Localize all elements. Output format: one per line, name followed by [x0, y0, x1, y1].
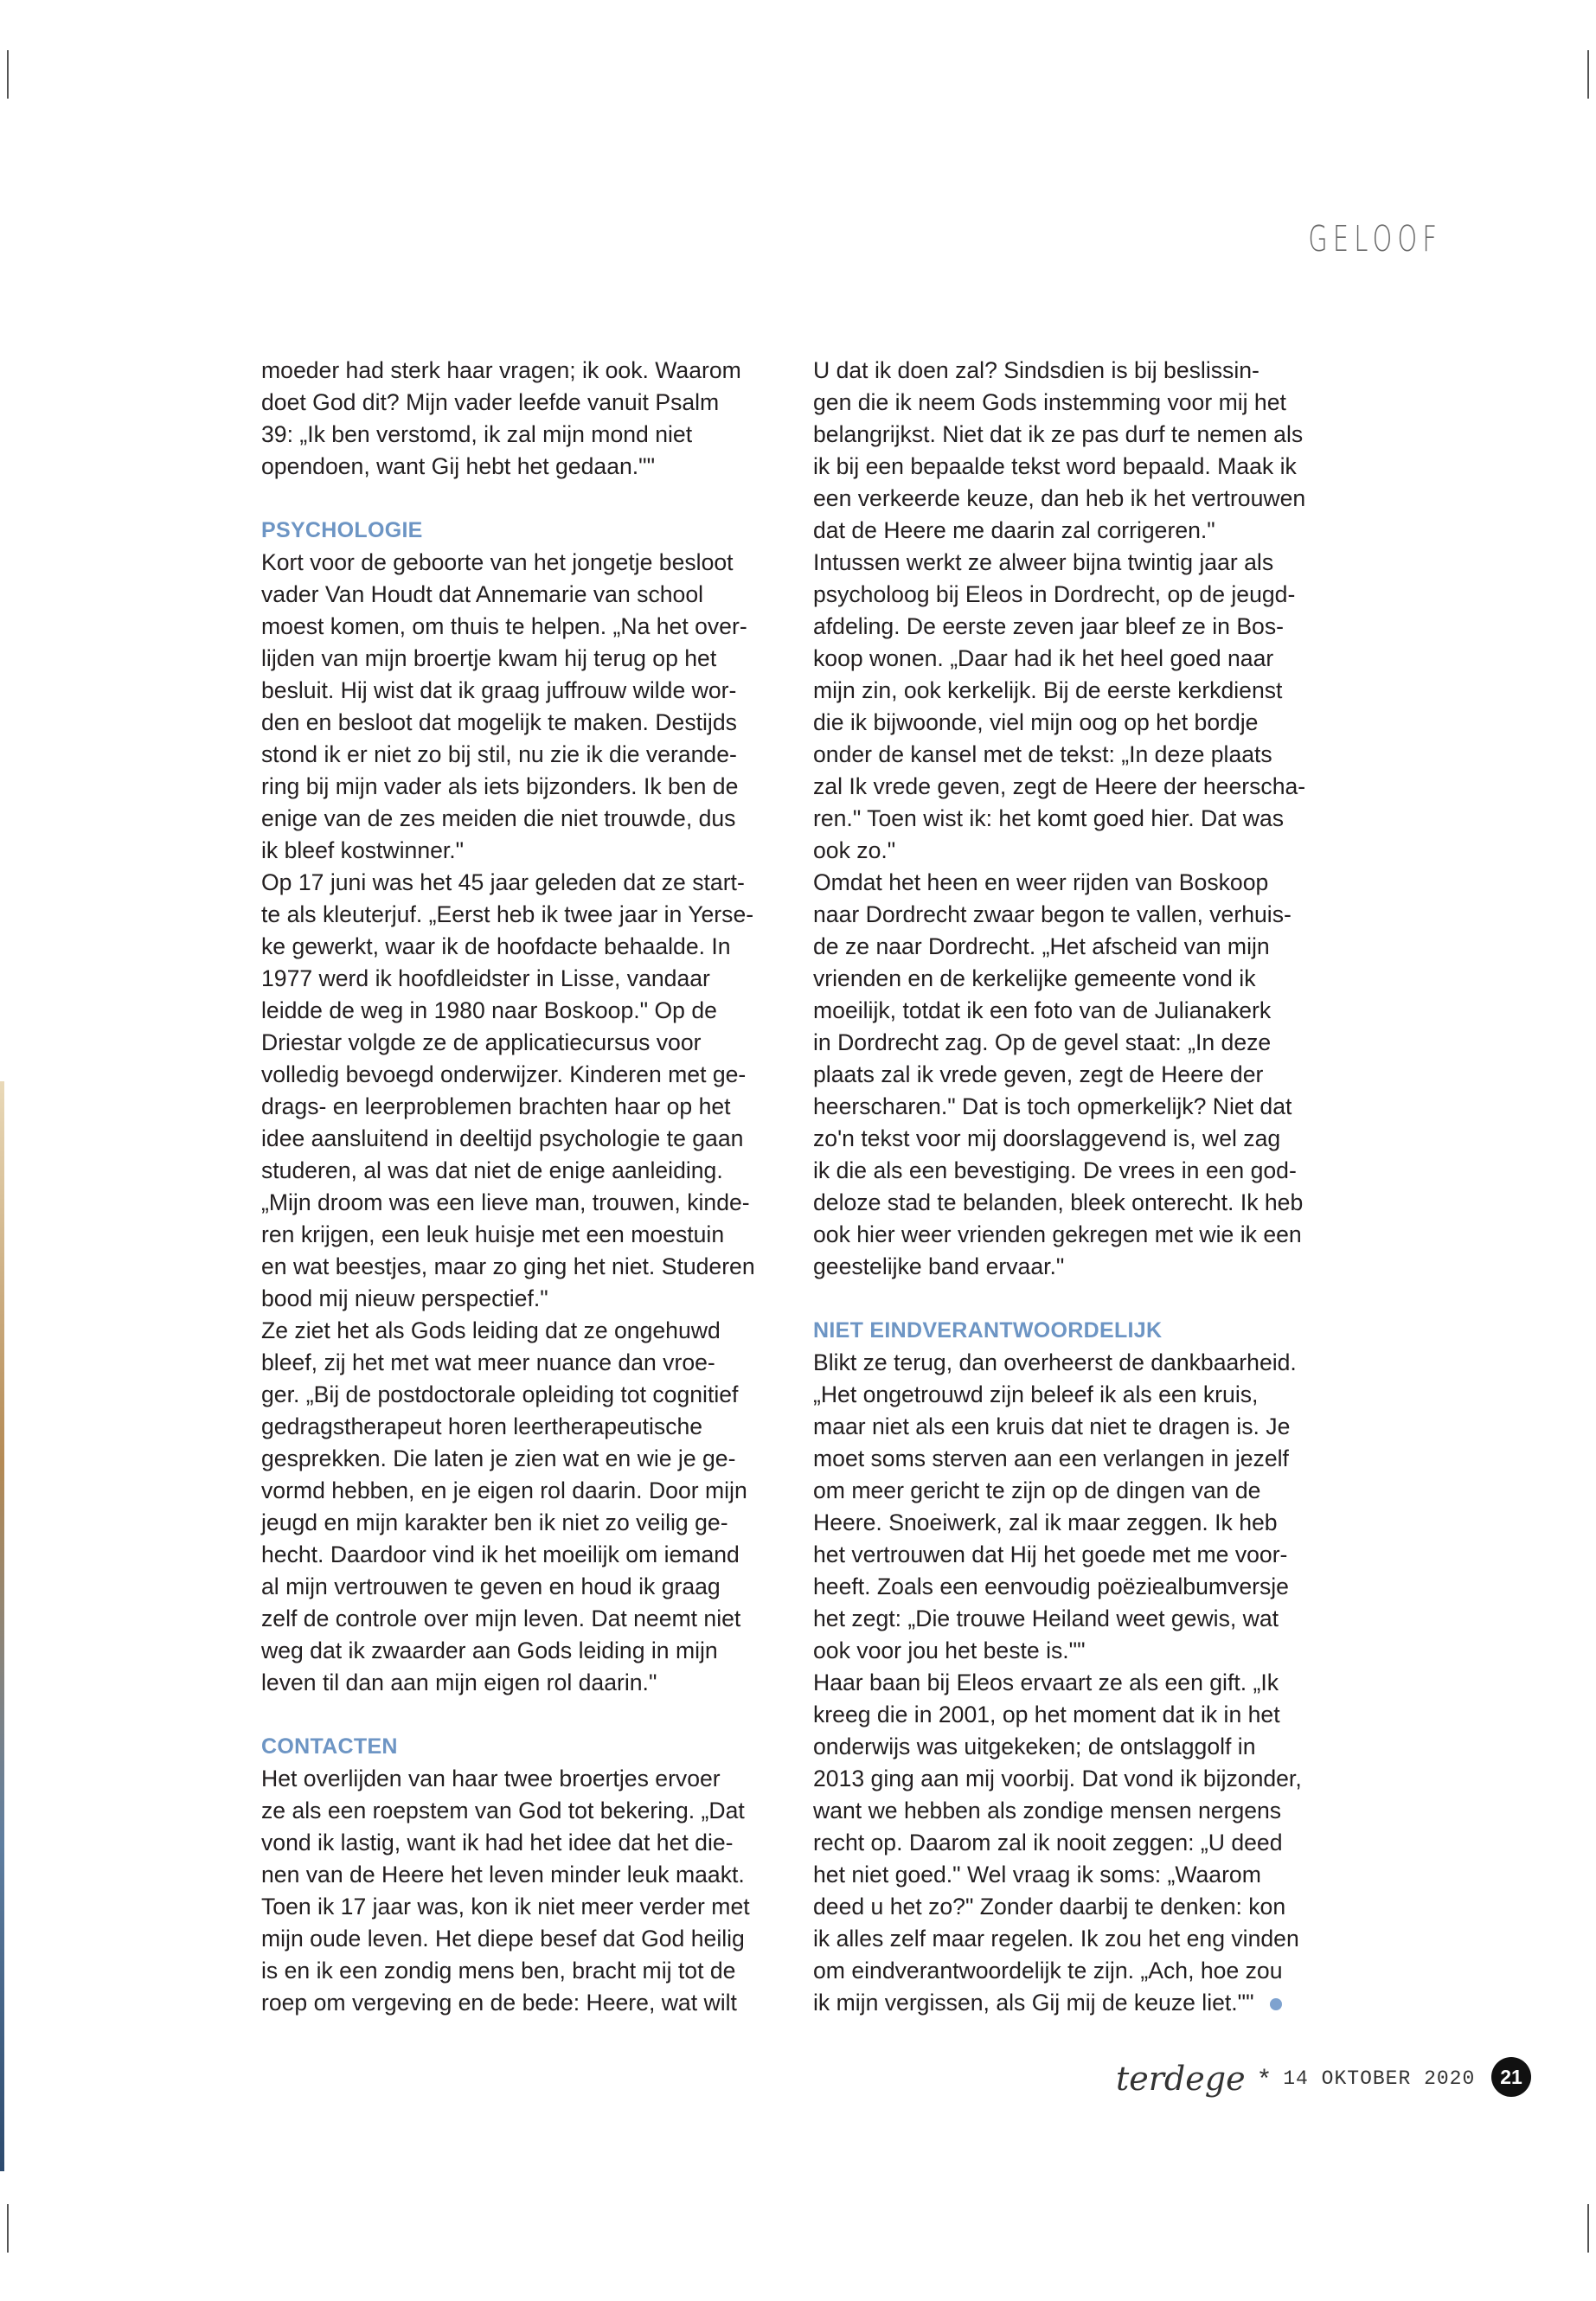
text-line: studeren, al was dat niet de enige aanleiding. [261, 1157, 723, 1183]
text-line: zelf de controle over mijn leven. Dat neemt niet [261, 1606, 741, 1631]
text-line: Heere. Snoeiwerk, zal ik maar zeggen. Ik heb [813, 1509, 1278, 1535]
text-line: ren." Toen wist ik: het komt goed hier. Dat was [813, 805, 1285, 831]
text-line: Toen ik 17 jaar was, kon ik niet meer verder met [261, 1894, 750, 1920]
page-footer [1116, 2057, 1475, 2100]
text-line: recht op. Daarom zal ik nooit zeggen: „U deed [813, 1830, 1283, 1856]
text-line: in Dordrecht zag. Op de gevel staat: „In deze [813, 1029, 1272, 1055]
text-line: ook hier weer vrienden gekregen met wie ik een [813, 1221, 1302, 1247]
text-line: drags- en leerproblemen brachten haar op het [261, 1093, 731, 1119]
text-line: moeilijk, totdat ik een foto van de Julianakerk [813, 997, 1272, 1023]
text-line: ke gewerkt, waar ik de hoofdacte behaalde. In [261, 933, 731, 959]
text-line: deed u het zo?" Zonder daarbij te denken: kon [813, 1894, 1286, 1920]
article-column-left [261, 355, 789, 2019]
text-line: kreeg die in 2001, op het moment dat ik in het [813, 1702, 1280, 1727]
text-line: heerscharen." Dat is toch opmerkelijk? Niet dat [813, 1093, 1292, 1119]
text-line: opendoen, want Gij hebt het gedaan."" [261, 453, 656, 479]
text-line: weg dat ik zwaarder aan Gods leiding in mijn [261, 1638, 718, 1663]
crop-mark-bottom-left [7, 2204, 9, 2253]
text-line: afdeling. De eerste zeven jaar bleef ze in Bos- [813, 613, 1285, 639]
text-line: ger. „Bij de postdoctorale opleiding tot cognitief [261, 1381, 739, 1407]
text-line: gen die ik neem Gods instemming voor mij het [813, 389, 1286, 415]
photo-edge-strip [0, 1081, 4, 2171]
text-line: want we hebben als zondige mensen nergens [813, 1798, 1282, 1823]
text-line: besluit. Hij wist dat ik graag juffrouw wilde wor- [261, 677, 737, 703]
text-line: stond ik er niet zo bij stil, nu zie ik die verande- [261, 741, 737, 767]
text-line: 1977 werd ik hoofdleidster in Lisse, vandaar [261, 965, 710, 991]
crop-mark-top-left [7, 50, 9, 99]
text-line: naar Dordrecht zwaar begon te vallen, verhuis- [813, 901, 1292, 927]
text-line: het vertrouwen dat Hij het goede met me voor- [813, 1541, 1288, 1567]
text-line: maar niet als een kruis dat niet te dragen is. Je [813, 1413, 1291, 1439]
text-line: dat de Heere me daarin zal corrigeren." [813, 517, 1215, 543]
magazine-brand: terdege [1116, 2060, 1246, 2098]
text-line: koop wonen. „Daar had ik het heel goed naar [813, 645, 1274, 671]
crop-mark-bottom-right [1587, 2204, 1589, 2253]
text-line: Ze ziet het als Gods leiding dat ze ongehuwd [261, 1317, 721, 1343]
text-line: ik mijn vergissen, als Gij mij de keuze liet."" [813, 1990, 1254, 2016]
text-line: ook voor jou het beste is."" [813, 1638, 1086, 1663]
text-line: ring bij mijn vader als iets bijzonders. Ik ben de [261, 773, 739, 799]
text-line: moet soms sterven aan een verlangen in jezelf [813, 1445, 1289, 1471]
text-line: ook zo." [813, 837, 896, 863]
text-line: plaats zal ik vrede geven, zegt de Heere der [813, 1061, 1264, 1087]
text-line: jeugd en mijn karakter ben ik niet zo veilig ge- [261, 1509, 728, 1535]
text-line: Het overlijden van haar twee broertjes ervoer [261, 1766, 721, 1791]
issue-date: 14 OKTOBER 2020 [1283, 2067, 1476, 2090]
paragraph-gap [261, 483, 789, 515]
text-line: ik bleef kostwinner." [261, 837, 465, 863]
text-line: doet God dit? Mijn vader leefde vanuit Psalm [261, 389, 720, 415]
text-line: belangrijkst. Niet dat ik ze pas durf te nemen als [813, 421, 1304, 447]
text-line: Blikt ze terug, dan overheerst de dankbaarheid. [813, 1349, 1297, 1375]
text-line: volledig bevoegd onderwijzer. Kinderen met ge- [261, 1061, 747, 1087]
text-line: de ze naar Dordrecht. „Het afscheid van mijn [813, 933, 1270, 959]
section-heading: NIET EINDVERANTWOORDELIJK [813, 1318, 1163, 1343]
text-line: mijn oude leven. Het diepe besef dat God heilig [261, 1926, 745, 1952]
text-line: 39: „Ik ben verstomd, ik zal mijn mond niet [261, 421, 693, 447]
text-line: mijn zin, ook kerkelijk. Bij de eerste kerkdienst [813, 677, 1283, 703]
text-line: hecht. Daardoor vind ik het moeilijk om iemand [261, 1541, 740, 1567]
text-line: vormd hebben, en je eigen rol daarin. Door mijn [261, 1477, 747, 1503]
text-line: Kort voor de geboorte van het jongetje besloot [261, 549, 734, 575]
text-line: ik die als een bevestiging. De vrees in een god- [813, 1157, 1297, 1183]
text-line: gesprekken. Die laten je zien wat en wie je ge- [261, 1445, 736, 1471]
text-line: Driestar volgde ze de applicatiecursus voor [261, 1029, 702, 1055]
text-line: het niet goed." Wel vraag ik soms: „Waarom [813, 1862, 1261, 1888]
text-line: U dat ik doen zal? Sindsdien is bij beslissin- [813, 357, 1259, 383]
text-line: ik bij een bepaalde tekst word bepaald. Maak ik [813, 453, 1297, 479]
text-line: al mijn vertrouwen te geven en houd ik graag [261, 1574, 721, 1599]
text-line: vond ik lastig, want ik had het idee dat het die- [261, 1830, 734, 1856]
text-line: „Mijn droom was een lieve man, trouwen, kinde- [261, 1189, 750, 1215]
text-line: heeft. Zoals een eenvoudig poëziealbumversje [813, 1574, 1289, 1599]
text-line: zal Ik vrede geven, zegt de Heere der heerscha- [813, 773, 1306, 799]
text-line: Omdat het heen en weer rijden van Boskoop [813, 869, 1269, 895]
text-line: nen van de Heere het leven minder leuk maakt. [261, 1862, 745, 1888]
text-line: idee aansluitend in deeltijd psychologie te gaan [261, 1125, 744, 1151]
text-line: gedragstherapeut horen leertherapeutische [261, 1413, 703, 1439]
text-line: en wat beestjes, maar zo ging het niet. Studeren [261, 1253, 755, 1279]
text-line: is en ik een zondig mens ben, bracht mij tot de [261, 1958, 736, 1984]
text-line: moeder had sterk haar vragen; ik ook. Waarom [261, 357, 741, 383]
text-line: die ik bijwoonde, viel mijn oog op het bordje [813, 709, 1259, 735]
text-line: leven til dan aan mijn eigen rol daarin." [261, 1670, 657, 1695]
text-line: 2013 ging aan mij voorbij. Dat vond ik bijzonder, [813, 1766, 1302, 1791]
article-column-right [813, 355, 1341, 2019]
article-end-dot-icon [1270, 1998, 1282, 2010]
text-line: enige van de zes meiden die niet trouwde, dus [261, 805, 736, 831]
text-line: ren krijgen, een leuk huisje met een moestuin [261, 1221, 725, 1247]
text-line: lijden van mijn broertje kwam hij terug op het [261, 645, 717, 671]
text-line: geestelijke band ervaar." [813, 1253, 1065, 1279]
text-line: een verkeerde keuze, dan heb ik het vertrouwen [813, 485, 1306, 511]
text-line: om meer gericht te zijn op de dingen van de [813, 1477, 1261, 1503]
section-label: GELOOF [1308, 218, 1442, 260]
text-line: vader Van Houdt dat Annemarie van school [261, 581, 704, 607]
text-line: onder de kansel met de tekst: „In deze plaats [813, 741, 1272, 767]
text-line: te als kleuterjuf. „Eerst heb ik twee jaar in Yerse- [261, 901, 754, 927]
text-line: roep om vergeving en de bede: Heere, wat wilt [261, 1990, 737, 2016]
page-number: 21 [1491, 2057, 1531, 2097]
text-line: Haar baan bij Eleos ervaart ze als een gift. „Ik [813, 1670, 1279, 1695]
text-line: bleef, zij het met wat meer nuance dan vroe- [261, 1349, 715, 1375]
text-line: moest komen, om thuis te helpen. „Na het over- [261, 613, 747, 639]
paragraph-gap [261, 1699, 789, 1731]
section-heading: PSYCHOLOGIE [261, 518, 423, 542]
footer-separator: * [1259, 2064, 1270, 2093]
text-line: „Het ongetrouwd zijn beleef ik als een kruis, [813, 1381, 1259, 1407]
text-line: deloze stad te belanden, bleek onterecht. Ik heb [813, 1189, 1304, 1215]
text-line: bood mij nieuw perspectief." [261, 1285, 548, 1311]
text-line: zo'n tekst voor mij doorslaggevend is, wel zag [813, 1125, 1281, 1151]
text-line: het zegt: „Die trouwe Heiland weet gewis, wat [813, 1606, 1279, 1631]
text-line: psycholoog bij Eleos in Dordrecht, op de jeugd- [813, 581, 1296, 607]
text-line: vrienden en de kerkelijke gemeente vond ik [813, 965, 1256, 991]
text-line: den en besloot dat mogelijk te maken. Destijds [261, 709, 737, 735]
section-heading: CONTACTEN [261, 1734, 398, 1759]
paragraph-gap [813, 1283, 1341, 1315]
text-line: onderwijs was uitgekeken; de ontslaggolf in [813, 1734, 1256, 1759]
text-line: Op 17 juni was het 45 jaar geleden dat ze start- [261, 869, 745, 895]
crop-mark-top-right [1587, 50, 1589, 99]
text-line: leidde de weg in 1980 naar Boskoop." Op de [261, 997, 717, 1023]
text-line: om eindverantwoordelijk te zijn. „Ach, hoe zou [813, 1958, 1283, 1984]
text-line: ik alles zelf maar regelen. Ik zou het eng vinden [813, 1926, 1299, 1952]
text-line: Intussen werkt ze alweer bijna twintig jaar als [813, 549, 1274, 575]
text-line: ze als een roepstem van God tot bekering. „Dat [261, 1798, 745, 1823]
